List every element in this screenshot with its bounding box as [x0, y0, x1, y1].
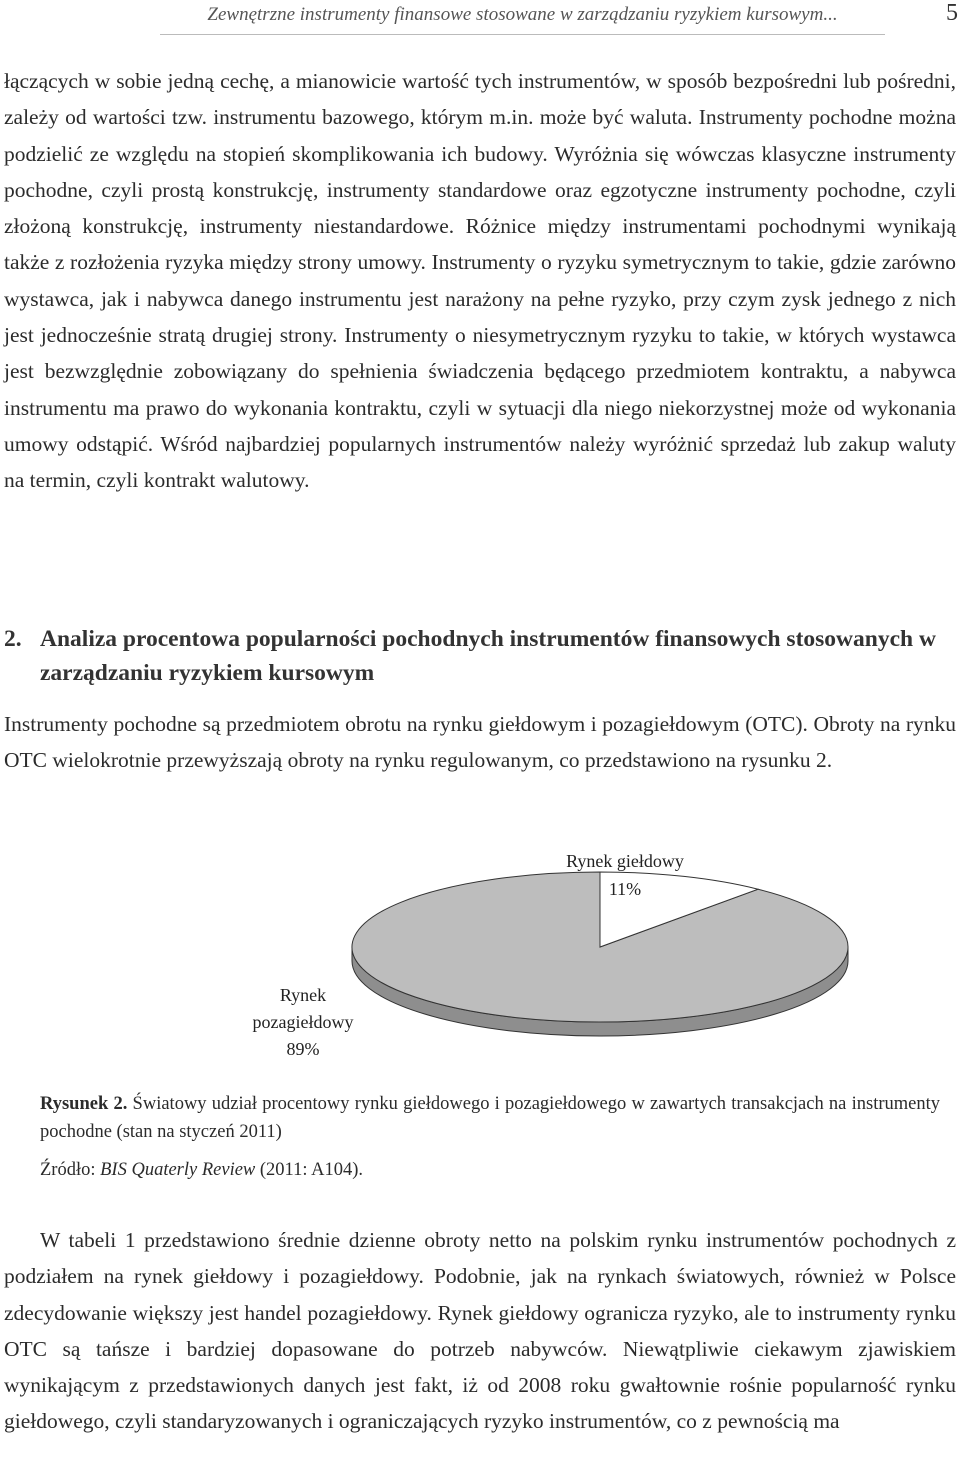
figure-caption-label: Rysunek 2. [40, 1094, 128, 1114]
figure-caption [40, 1090, 940, 1146]
paragraph-2: Instrumenty pochodne są przedmiotem obrotu na rynku giełdowym i pozagiełdowym (OTC). Obroty na rynku OTC wielokrotnie przewyższają obroty na rynku regulowanym, co przedstawiono na rysunku 2. [4, 712, 956, 773]
pie-label-0-line-1: 11% [608, 879, 642, 899]
pie-chart-svg [0, 835, 960, 1085]
section-heading [4, 622, 956, 690]
figure-source [40, 1156, 940, 1184]
page-number: 5 [946, 0, 958, 26]
source-prefix: Źródło: [40, 1160, 101, 1180]
paragraph-3: W tabeli 1 przedstawiono średnie dzienne obroty netto na polskim rynku instrumentów pochodnych z podziałem na rynek giełdowy i pozagiełdowy. Podobnie, jak na rynkach światowych, również w Polsce zdecydowanie większy jest handel pozagiełdowy. Rynek giełdowy ogranicza ryzyko, ale to instrumenty rynku OTC są tańsze i bardziej dopasowane do potrzeb nabywców. Niewątpliwie ciekawym zjawiskiem wynikającym z przedstawionych danych jest fakt, iż od 2008 roku gwałtownie rośnie popularność rynku giełdowego, czyli standaryzowanych i ograniczających ryzyko instrumentów, co z pewnością ma [4, 1228, 956, 1434]
running-title: Zewnętrzne instrumenty finansowe stosowane w zarządzaniu ryzykiem kursowym... [207, 4, 838, 25]
source-title: BIS Quaterly Review [100, 1160, 256, 1180]
pie-label-1-line-2: 89% [286, 1039, 320, 1059]
running-header [160, 4, 885, 35]
pie-label-1-line-0: Rynek [279, 985, 327, 1005]
pie-label-0-line-0: Rynek giełdowy [566, 851, 684, 871]
section-title: Analiza procentowa popularności pochodnych instrumentów finansowych stosowanych w zarządzaniu ryzykiem kursowym [40, 626, 936, 686]
figure-caption-text: Światowy udział procentowy rynku giełdowego i pozagiełdowego w zawartych transakcjach na instrumenty pochodne (stan na styczeń 2011) [40, 1094, 940, 1142]
pie-chart [0, 835, 960, 1085]
pie-label-1-line-1: pozagiełdowy [252, 1012, 354, 1032]
source-suffix: (2011: A104). [255, 1160, 364, 1180]
section-number: 2. [4, 626, 22, 652]
paragraph-1: łączących w sobie jedną cechę, a mianowicie wartość tych instrumentów, w sposób bezpośredni lub pośredni, zależy od wartości tzw. instrumentu bazowego, którym m.in. może być waluta. Instrumenty pochodne można podzielić ze względu na stopień skomplikowania ich budowy. Wyróżnia się wówczas klasyczne instrumenty pochodne, czyli prostą konstrukcję, instrumenty standardowe oraz egzotyczne instrumenty pochodne, czyli złożoną konstrukcję, instrumenty niestandardowe. Różnice między instrumentami pochodnymi wynikają także z rozłożenia ryzyka między strony umowy. Instrumenty o ryzyku symetrycznym to takie, gdzie zarówno wystawca, jak i nabywca danego instrumentu jest narażony na pełne ryzyko, przy czym zysk jednego z nich jest jednocześnie stratą drugiej strony. Instrumenty o niesymetrycznym ryzyku to takie, w których wystawca jest bezwzględnie zobowiązany do spełnienia świadczenia będącego przedmiotem kontraktu, a nabywca instrumentu ma prawo do wykonania kontraktu, czyli w sytuacji dla niego niekorzystnej może od wykonania umowy odstąpić. Wśród najbardziej popularnych instrumentów należy wyróżnić sprzedaż lub zakup waluty na termin, czyli kontrakt walutowy. [4, 69, 956, 493]
